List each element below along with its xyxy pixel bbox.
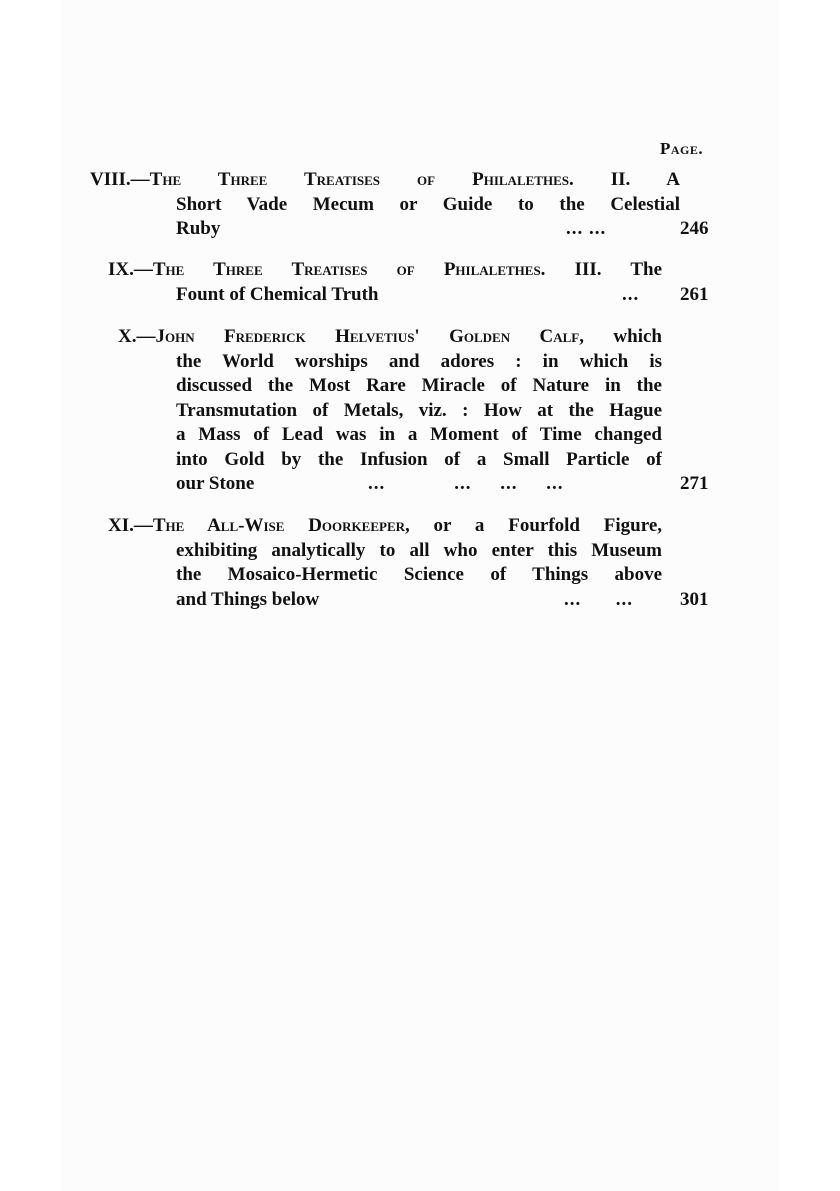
entry-title-rest: III. The xyxy=(574,259,662,280)
toc-entry-line: exhibiting analytically to all who enter this Museum xyxy=(176,539,662,561)
toc-entry-viii xyxy=(90,168,720,242)
entry-numeral: IX. xyxy=(108,259,134,280)
entry-page-number: 261 xyxy=(680,283,709,305)
entry-title-rest: which xyxy=(613,326,662,347)
entry-page-number: 271 xyxy=(680,473,709,494)
toc-entry-line: Short Vade Mecum or Guide to the Celestial xyxy=(176,193,680,215)
entry-dash: — xyxy=(130,169,150,190)
toc-entry-line: Transmutation of Metals, viz. : How at the Hague xyxy=(176,399,662,421)
toc-entry-x xyxy=(118,325,748,497)
toc-entry-xi xyxy=(108,514,738,612)
toc-entry-first-line xyxy=(118,325,662,350)
entry-dash: — xyxy=(133,259,153,280)
entry-numeral: X. xyxy=(118,326,137,347)
entry-last-text: and Things below xyxy=(176,588,320,610)
entry-title: The Three Treatises of Philalethes. xyxy=(149,169,574,190)
entry-numeral: VIII. xyxy=(90,169,131,190)
toc-entry-last-line xyxy=(90,217,720,242)
entry-title-rest: or a Fourfold Figure, xyxy=(433,515,662,536)
entry-title: The Three Treatises of Philalethes. xyxy=(152,259,546,280)
toc-entry-last-line xyxy=(118,472,748,497)
entry-dash: — xyxy=(133,515,153,536)
toc-entry-line: discussed the Most Rare Miracle of Nature in the xyxy=(176,375,662,396)
leader-dots: ... ... xyxy=(564,588,633,610)
entry-last-text: Ruby xyxy=(176,218,221,239)
entry-page-number: 301 xyxy=(680,588,709,610)
toc-entry-first-line xyxy=(108,514,662,539)
page-column-heading: Page. xyxy=(660,139,704,158)
entry-last-text: our Stone xyxy=(176,473,255,494)
toc-entry-last-line xyxy=(108,283,738,308)
entry-dash: — xyxy=(136,326,156,347)
toc-entry-last-line xyxy=(108,588,738,613)
leader-dots: ... ... ... ... xyxy=(368,473,564,494)
entry-title: The All-Wise Doorkeeper, xyxy=(152,515,410,536)
leader-dots: ... ... xyxy=(566,218,607,239)
leader-dots: ... xyxy=(622,283,640,305)
toc-entry-line: into Gold by the Infusion of a Small Particle of xyxy=(176,448,662,470)
entry-last-text: Fount of Chemical Truth xyxy=(176,283,379,305)
toc-entry-first-line xyxy=(108,258,662,283)
toc-entry-ix xyxy=(108,258,738,307)
toc-entry-line: the Mosaico-Hermetic Science of Things above xyxy=(176,564,662,585)
entry-numeral: XI. xyxy=(108,515,134,536)
entry-page-number: 246 xyxy=(680,218,709,239)
toc-entry-line: a Mass of Lead was in a Moment of Time changed xyxy=(176,424,662,445)
entry-title-rest: II. A xyxy=(610,169,680,190)
entry-title: John Frederick Helvetius' Golden Calf, xyxy=(155,326,584,347)
toc-entry-line: the World worships and adores : in which is xyxy=(176,350,662,372)
toc-entry-first-line xyxy=(90,168,680,193)
